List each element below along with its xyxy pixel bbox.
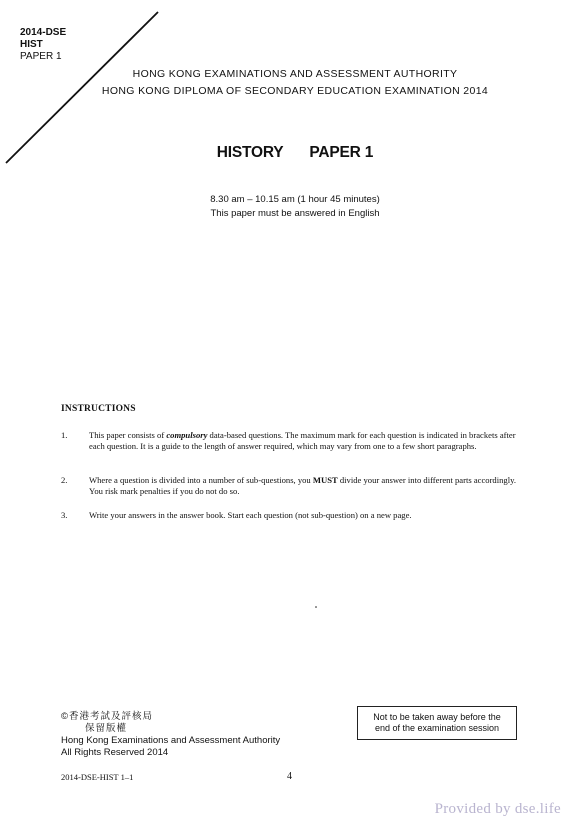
page-number: 4: [287, 771, 292, 782]
copyright-chinese: ©香港考試及評核局 保留版權: [61, 711, 153, 734]
watermark-provided-by: Provided by dse.life: [434, 801, 561, 817]
exam-notice-box: [357, 706, 517, 740]
notice-line: Not to be taken away before the: [373, 712, 501, 722]
instruction-item: [61, 475, 531, 497]
exam-code: 2014-DSE: [20, 27, 67, 38]
exam-name: HONG KONG DIPLOMA OF SECONDARY EDUCATION EXAMINATION 2014: [101, 85, 489, 97]
instruction-number: 1.: [61, 430, 68, 440]
authority-name: HONG KONG EXAMINATIONS AND ASSESSMENT AUTHORITY: [132, 68, 458, 80]
stray-mark: [315, 606, 317, 608]
emphasis-must: MUST: [312, 475, 338, 485]
notice-line: end of the examination session: [374, 723, 500, 733]
language-note: This paper must be answered in English: [210, 208, 380, 219]
instruction-item: [61, 510, 531, 521]
authority-header: [0, 66, 576, 100]
paper-title: [0, 144, 576, 162]
subject-code: HIST: [20, 39, 43, 50]
exam-time: 8.30 am – 10.15 am (1 hour 45 minutes): [210, 194, 380, 205]
paper-title-number: PAPER 1: [309, 144, 374, 161]
copyright-org: Hong Kong Examinations and Assessment Authority: [61, 735, 281, 746]
emphasis-compulsory: compulsory: [166, 430, 208, 440]
instruction-text: Write your answers in the answer book. Start each question (not sub-question) on a new page.: [89, 510, 412, 520]
exam-timing: [0, 193, 576, 221]
instruction-text: Where a question is divided into a number of sub-questions, you MUST divide your answer into different parts accordingly. You risk mark penalties if you do not do so.: [89, 475, 516, 496]
instruction-item: [61, 430, 531, 452]
copyright-rights: All Rights Reserved 2014: [61, 747, 169, 758]
copyright-block: [61, 711, 280, 759]
paper-code: PAPER 1: [20, 51, 62, 62]
instructions-heading: INSTRUCTIONS: [61, 404, 136, 414]
footer-paper-code: 2014-DSE-HIST 1–1: [61, 772, 134, 782]
subject-title: HISTORY: [216, 144, 284, 161]
instruction-number: 2.: [61, 475, 68, 485]
instruction-number: 3.: [61, 510, 68, 520]
instruction-text: This paper consists of compulsory data-based questions. The maximum mark for each question is indicated in brackets after each question. It is a guide to the length of answer required, which may vary from one to a few short paragraphs.: [89, 430, 516, 451]
paper-code-block: [20, 27, 66, 63]
